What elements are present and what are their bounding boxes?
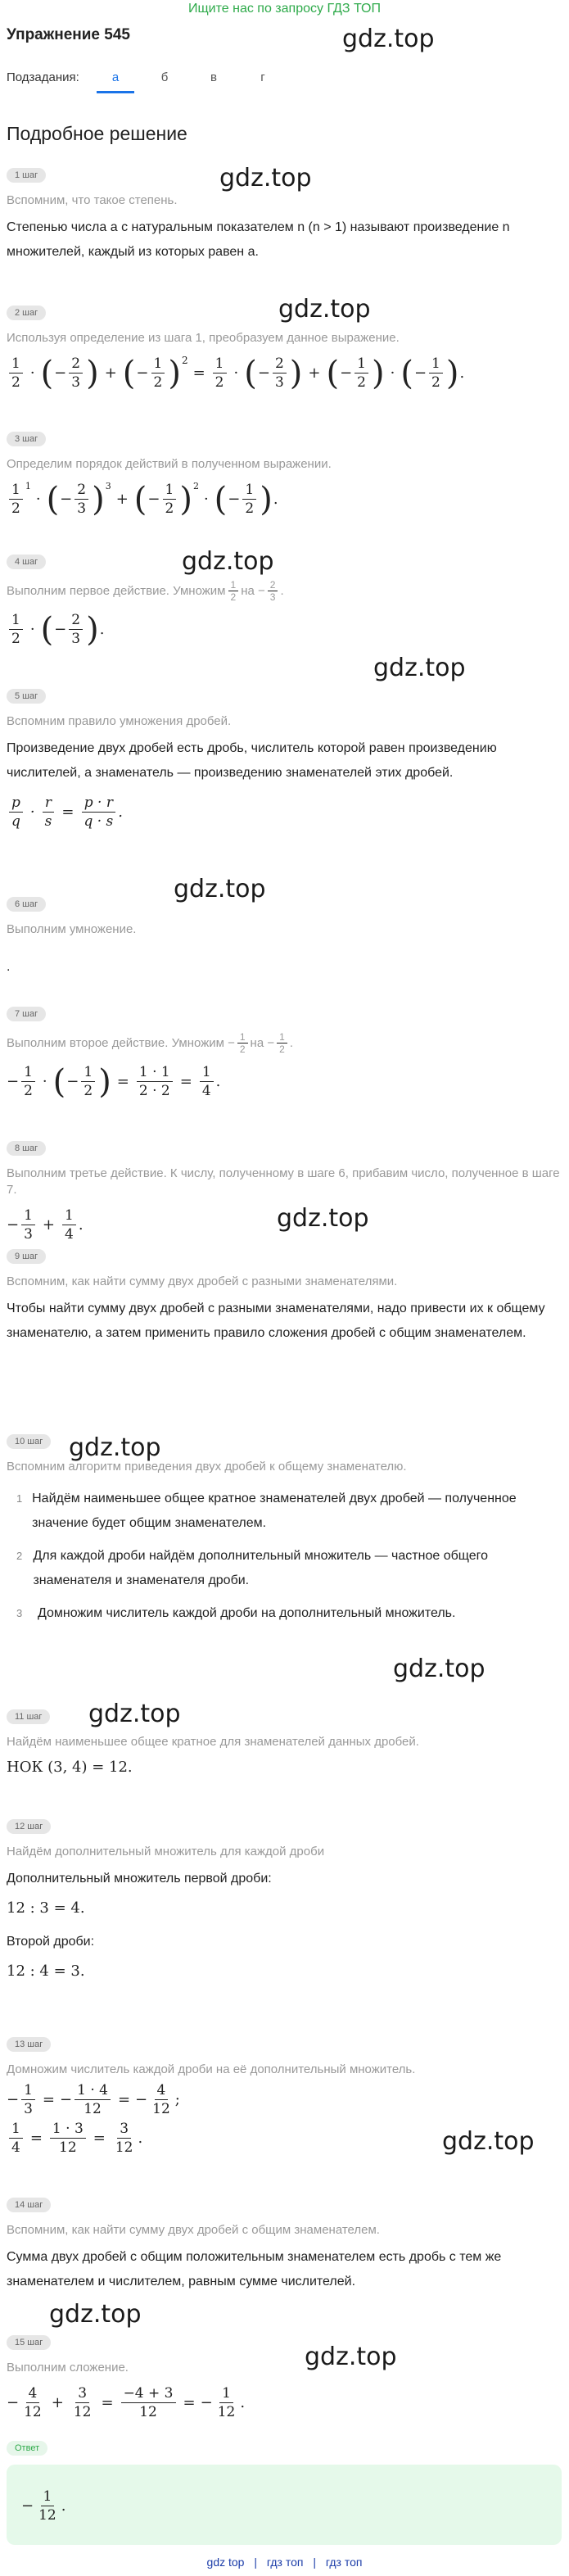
step-text: Второй дроби: [7,1935,95,1949]
watermark: gdz.top [393,1655,485,1683]
top-banner[interactable]: Ищите нас по запросу ГДЗ ТОП [188,2,381,16]
step-text: Сумма двух дробей с общим положительным знаменателем есть дробь с тем же знаменателем и числителем, равным сумме числителей. [7,2250,502,2289]
tab-a[interactable]: а [97,66,134,93]
step-4 [7,554,563,648]
step-math: НОК (3, 4) = 12. [7,1759,133,1776]
answer-box [7,2465,562,2545]
step-badge: 14 шаг [7,2198,51,2212]
watermark: gdz.top [442,2127,535,2156]
step-13 [7,2036,563,2157]
list-item: 1 Найдём наименьшее общее кратное знаменателей двух дробей — полученное значение будет общим знаменателем. [16,1492,517,1530]
step-math: $\frac{1}{4}$ = $\frac{1 \cdot 3}{12}$ = $\frac{3}{12}$ . [7,2120,563,2157]
step-hint: Выполним второе действие. Умножим − $\frac{1}{2}$ на − $\frac{1}{2}$ . [7,1031,293,1055]
step-10 [7,1433,563,1634]
watermark: gdz.top [342,25,435,53]
step-3 [7,431,563,518]
watermark: gdz.top [69,1433,161,1462]
step-badge: 1 шаг [7,168,46,183]
list-item: 3 Домножим числитель каждой дроби на дополнительный множитель. [16,1606,456,1620]
step-6-result: . [7,960,11,974]
step-hint: Выполним третье действие. К числу, полученному в шаге 6, прибавим число, полученное в шаге 7. [7,1166,560,1197]
footer-link[interactable]: gdz top [206,2556,245,2569]
step-hint: Домножим числитель каждой дроби на её дополнительный множитель. [7,2062,416,2076]
step-hint: Вспомним, как найти сумму двух дробей с общим знаменателем. [7,2223,380,2237]
step-9 [7,1248,563,1346]
step-2 [7,305,563,392]
step-6 [7,896,563,938]
step-text: Чтобы найти сумму двух дробей с разными знаменателями, надо привести их к общему знаменателю, а затем применить правило сложения дробей с общим знаменателем. [7,1302,545,1340]
step-12 [7,1818,563,1980]
step-text: Произведение двух дробей есть дробь, числитель которой равен произведению числителей, а знаменатель — произведению знаменателей этих дробей. [7,741,497,780]
step-badge: 8 шаг [7,1141,46,1156]
subtask-tabs [97,66,293,93]
step-7 [7,1006,563,1100]
watermark: gdz.top [174,875,266,903]
footer-separator: | [313,2556,316,2569]
watermark: gdz.top [278,295,371,324]
watermark: gdz.top [49,2300,142,2329]
section-title: Подробное решение [7,123,187,144]
step-hint: Вспомним, как найти сумму двух дробей с разными знаменателями. [7,1274,398,1288]
watermark: gdz.top [219,164,312,192]
step-math: − $\frac{4}{12}$ + $\frac{3}{12}$ = $\frac{-4 + 3}{12}$ = − $\frac{1}{12}$ . [7,2385,246,2420]
step-badge: 9 шаг [7,1249,46,1264]
step-hint: Вспомним алгоритм приведения двух дробей к общему знаменателю. [7,1460,407,1474]
step-hint: Выполним умножение. [7,922,137,936]
answer-badge: Ответ [7,2441,47,2456]
step-badge: 11 шаг [7,1709,50,1724]
watermark: gdz.top [88,1700,181,1728]
step-1 [7,167,563,265]
watermark: gdz.top [373,654,466,682]
footer-link[interactable]: гдз топ [266,2556,304,2569]
step-hint: Найдём дополнительный множитель для каждой дроби [7,1845,325,1858]
step-math: 12 : 3 = 4. [7,1899,85,1917]
tab-g[interactable]: г [260,70,265,84]
step-hint: Найдём наименьшее общее кратное для знаменателей данных дробей. [7,1735,419,1749]
step-badge: 2 шаг [7,306,46,320]
step-hint: Выполним сложение. [7,2361,129,2375]
footer-separator: | [254,2556,257,2569]
step-math: $\frac{p}{q}$ · $\frac{r}{s}$ = $\frac{p \cdot r}{q \cdot s}$ . [7,794,563,831]
step-badge: 7 шаг [7,1007,46,1021]
step-badge: 12 шаг [7,1819,51,1834]
step-badge: 15 шаг [7,2335,51,2350]
step-math: $\frac{1}{2}$ · ( − $\frac{2}{3}$ ) . [7,611,563,648]
watermark: gdz.top [182,547,274,576]
tab-v[interactable]: в [210,70,217,84]
step-badge: 5 шаг [7,689,46,704]
step-text: Дополнительный множитель первой дроби: [7,1872,272,1886]
footer-link[interactable]: гдз топ [325,2556,363,2569]
step-text: Степенью числа a с натуральным показателем n (n > 1) называют произведение n множителей, каждый из которых равен a. [7,220,510,259]
step-badge: 3 шаг [7,432,46,446]
page-title: Упражнение 545 [7,26,130,43]
step-hint: Вспомним, что такое степень. [7,193,178,207]
step-math: − $\frac{1}{3}$ + $\frac{1}{4}$ . [7,1207,84,1243]
watermark: gdz.top [305,2343,397,2371]
step-5 [7,688,563,831]
step-math: $\frac{1}{2}$ $^1$ · ( − $\frac{2}{3}$ ) $^3$ + ( − $\frac{1}{2}$ ) $^2$ · ( − $\frac{1}{2}$ ) . [7,481,563,518]
step-math: − $\frac{1}{3}$ = − $\frac{1 \cdot 4}{12}$ = − $\frac{4}{12}$ ; [7,2082,180,2117]
step-badge: 13 шаг [7,2037,51,2052]
step-hint: Выполним первое действие. Умножим $\frac{1}{2}$ на − $\frac{2}{3}$ . [7,579,284,603]
step-badge: 10 шаг [7,1434,51,1449]
step-math: 12 : 4 = 3. [7,1963,85,1980]
step-8 [7,1140,563,1243]
list-item: 2 Для каждой дроби найдём дополнительный множитель — частное общего знаменателя и знаменателя дроби. [16,1549,489,1587]
footer-links [0,2556,569,2569]
step-math: − $\frac{1}{2}$ · ( − $\frac{1}{2}$ ) = $\frac{1 \cdot 1}{2 \cdot 2}$ = $\frac{1}{4}$ . [7,1062,221,1101]
step-badge: 4 шаг [7,555,46,569]
step-14 [7,2197,563,2294]
step-math: $\frac{1}{2}$ · ( − $\frac{2}{3}$ ) + ( − $\frac{1}{2}$ ) $^2$ = $\frac{1}{2}$ · ( − $\frac{2}{3}$ ) + ( − $\frac{1}{2}$ ) · ( − $\frac{1}{2}$ ) . [7,355,563,392]
step-hint: Вспомним правило умножения дробей. [7,714,232,728]
subtasks-label: Подзадания: [7,70,79,84]
step-badge: 6 шаг [7,897,46,912]
tab-b[interactable]: б [160,70,169,84]
step-11 [7,1709,563,1776]
step-hint: Определим порядок действий в полученном выражении. [7,457,332,471]
watermark: gdz.top [277,1204,369,1233]
algorithm-list [7,1487,563,1626]
step-15 [7,2334,563,2421]
answer-value: − $\frac{1}{12}$ . [21,2488,66,2524]
step-hint: Используя определение из шага 1, преобразуем данное выражение. [7,331,400,345]
